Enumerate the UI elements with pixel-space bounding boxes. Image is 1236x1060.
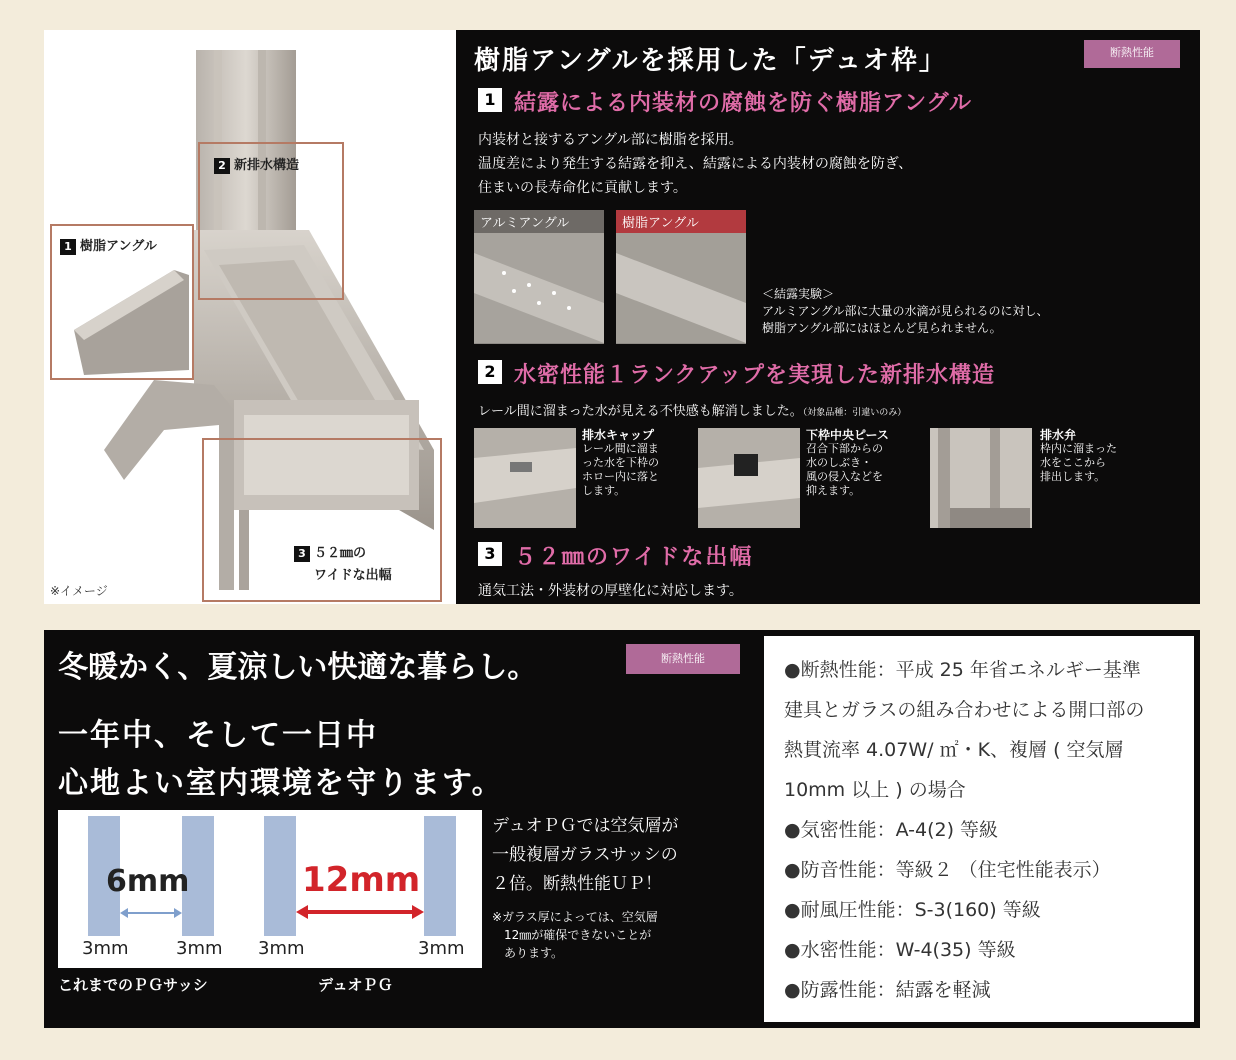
new-gap-arrow <box>296 904 424 920</box>
center-piece-photo <box>698 428 800 528</box>
insulation-description: デュオＰＧでは空気層が 一般複層ガラスサッシの ２倍。断熱性能ＵＰ！ <box>492 816 679 894</box>
callout-label-1: 1 樹脂アングル <box>60 235 157 255</box>
image-note: ※イメージ <box>50 584 108 598</box>
spec-line: ●防露性能：結露を軽減 <box>784 979 991 1001</box>
drain-valve-photo <box>930 428 1032 528</box>
experiment-note: ＜結露実験＞ アルミアングル部に大量の水滴が見られるのに対し、 樹脂アングル部にはほとんど見られません。 <box>762 287 1049 335</box>
spec-line: ●気密性能：A-4(2) 等級 <box>784 819 999 841</box>
insulation-title: 冬暖かく、夏涼しい快適な暮らし。 <box>58 650 538 685</box>
spec-line: ●水密性能：W-4(35) 等級 <box>784 939 1016 961</box>
resin-angle-panel <box>456 30 1200 604</box>
product-illustration <box>44 30 456 604</box>
old-sash-label: これまでのＰＧサッシ <box>58 976 208 994</box>
new-glass-right <box>424 816 456 936</box>
spec-line: 10mm 以上 ) の場合 <box>784 779 966 801</box>
new-left-thickness: 3mm <box>258 938 305 959</box>
spec-line: 建具とガラスの組み合わせによる開口部の <box>784 699 1145 721</box>
callout-label-2: 2 新排水構造 <box>214 154 299 174</box>
lead-line-1: 一年中、そして一日中 <box>58 718 378 753</box>
insulation-badge: 断熱性能 <box>1084 40 1180 68</box>
section-2-heading: 水密性能１ランクアップを実現した新排水構造 <box>514 363 996 388</box>
aluminum-angle-photo <box>474 210 604 344</box>
section-3-heading: ５２㎜のワイドな出幅 <box>514 545 754 570</box>
insulation-badge-bottom: 断熱性能 <box>626 644 740 674</box>
section-1-heading: 結露による内装材の腐蝕を防ぐ樹脂アングル <box>514 91 973 116</box>
section-2-body: レール間に溜まった水が見える不快感も解消しました。（対象品種：引違いのみ） <box>478 404 907 419</box>
resin-condensation-image <box>616 233 746 343</box>
center-piece-caption: 下枠中央ピース 召合下部からの 水のしぶき・ 風の侵入などを 抑えます。 <box>806 428 889 497</box>
section-3-number: 3 <box>478 542 502 566</box>
performance-specs <box>764 636 1194 1022</box>
old-right-thickness: 3mm <box>176 938 223 959</box>
drain-cap-photo <box>474 428 576 528</box>
spec-line: ●断熱性能：平成 25 年省エネルギー基準 <box>784 659 1141 681</box>
section-3-body: 通気工法・外装材の厚壁化に対応します。 <box>478 583 743 599</box>
resin-angle-label: 樹脂アングル <box>616 210 746 233</box>
section-1-body: 内装材と接するアングル部に樹脂を採用。 温度差により発生する結露を抑え、結露による内装材の腐蝕を防ぎ、 住まいの長寿命化に貢献します。 <box>478 132 913 196</box>
spec-line: 熱貫流率 4.07W/ ㎡・K、複層 ( 空気層 <box>784 739 1124 761</box>
callout-label-3: 3 ５２㎜の <box>294 542 366 562</box>
aluminum-angle-label: アルミアングル <box>474 210 604 233</box>
old-gap-label: 6mm <box>106 864 190 899</box>
aluminum-condensation-image <box>474 233 604 343</box>
old-gap-arrow <box>120 906 182 920</box>
callout-label-3b: ワイドな出幅 <box>314 568 392 583</box>
new-sash-label: デュオＰＧ <box>318 976 393 994</box>
resin-angle-photo <box>616 210 746 344</box>
spec-line: ●防音性能：等級２ （住宅性能表示） <box>784 859 1111 881</box>
section-1-number: 1 <box>478 88 502 112</box>
lead-line-2: 心地よい室内環境を守ります。 <box>58 766 504 801</box>
old-left-thickness: 3mm <box>82 938 129 959</box>
spec-line: ●耐風圧性能：S-3(160) 等級 <box>784 899 1041 921</box>
glass-thickness-note: ※ガラス厚によっては、空気層 12㎜が確保できないことが あります。 <box>492 910 658 960</box>
new-glass-left <box>264 816 296 936</box>
drain-valve-caption: 排水弁 枠内に溜まった 水をここから 排出します。 <box>1040 428 1117 483</box>
drain-cap-caption: 排水キャップ レール間に溜ま った水を下枠の ホロー内に落と します。 <box>582 428 659 497</box>
new-right-thickness: 3mm <box>418 938 465 959</box>
glass-gap-diagram <box>58 810 482 968</box>
panel-title: 樹脂アングルを採用した「デュオ枠」 <box>474 46 947 76</box>
section-2-number: 2 <box>478 360 502 384</box>
new-gap-label: 12mm <box>302 860 421 900</box>
